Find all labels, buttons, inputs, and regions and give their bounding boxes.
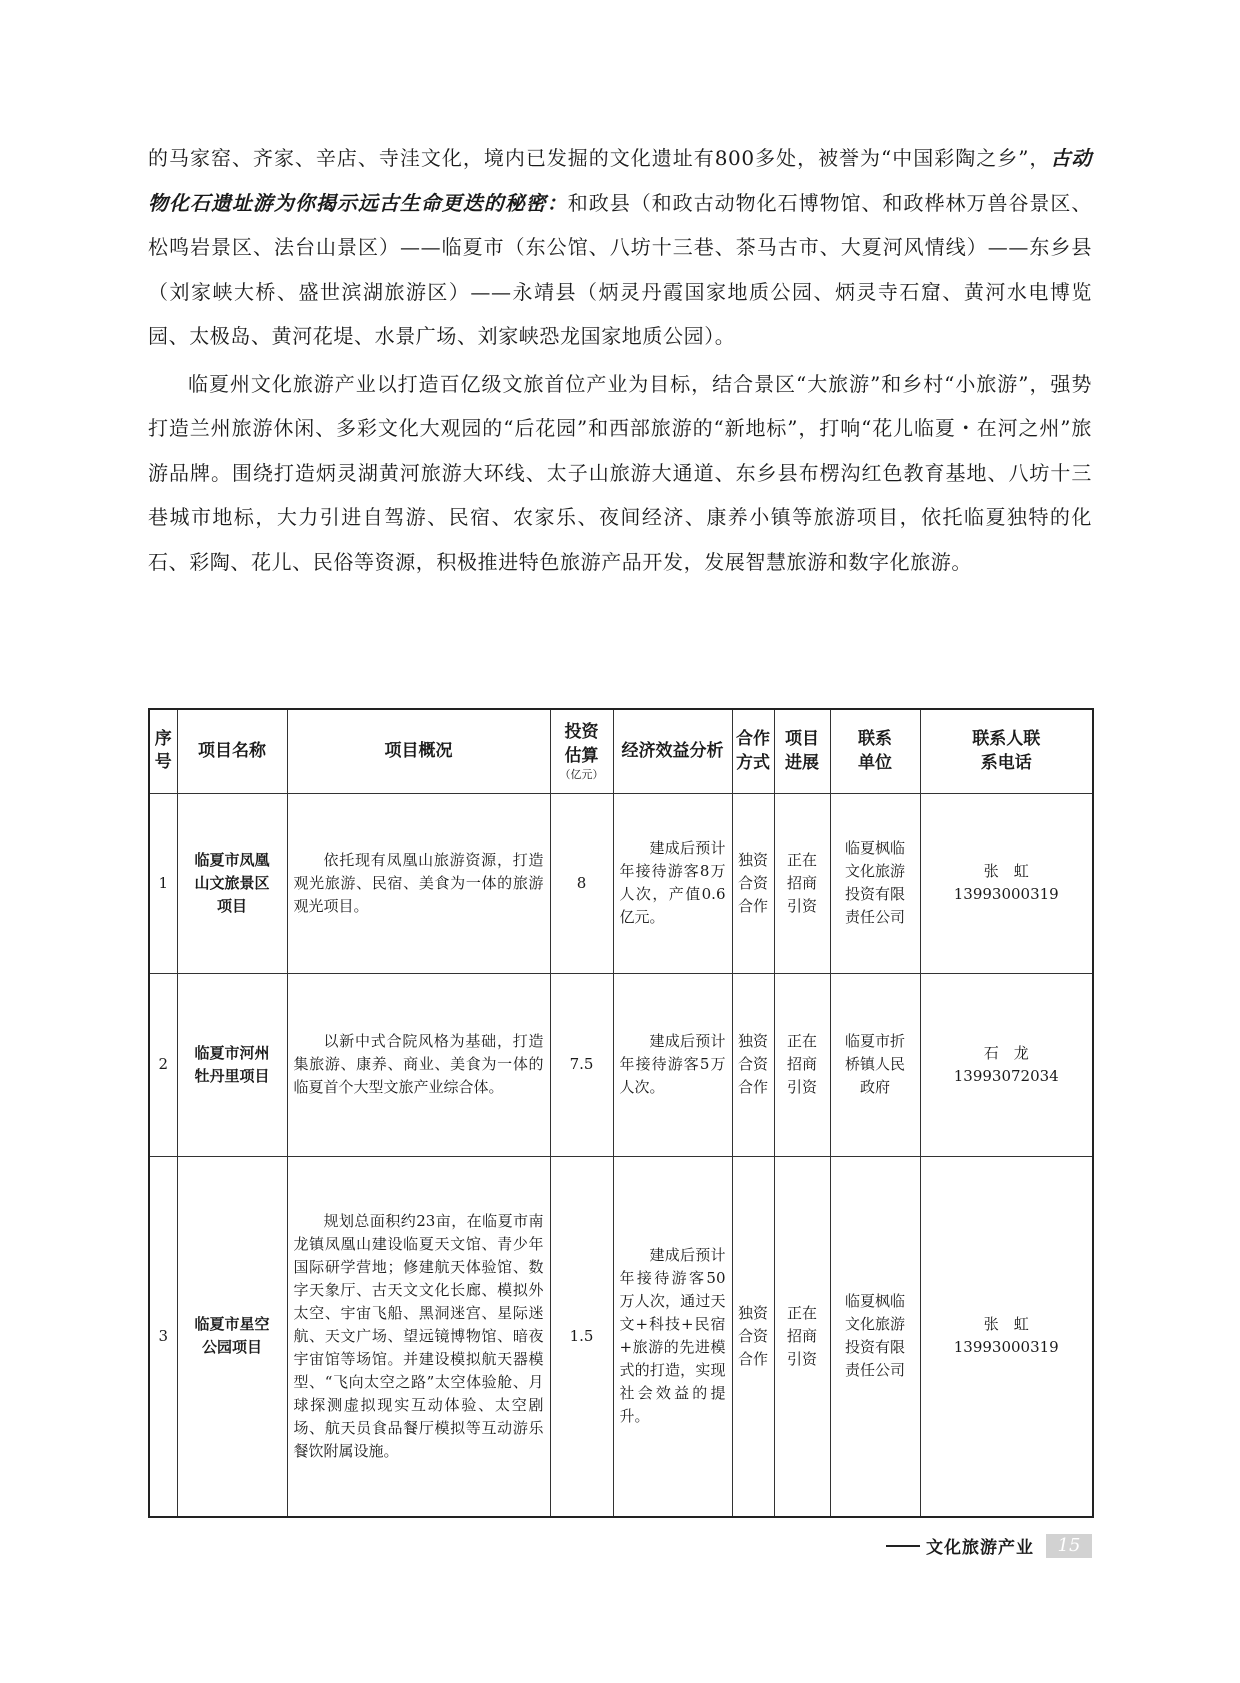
cell-overview: 规划总面积约23亩，在临夏市南龙镇凤凰山建设临夏天文馆、青少年国际研学营地；修建航天体验馆、数字天象厅、古天文文化长廊、模拟外太空、宇宙飞船、黑洞迷宫、星际迷航、天文广场、望远镜博物馆、暗夜宇宙馆等场馆。并建设模拟航天器模型、“飞向太空之路”太空体验舱、月球探测虚拟现实互动体验、太空剧场、航天员食品餐厅模拟等互动游乐餐饮附属设施。 (287, 1156, 550, 1517)
header-benefit: 经济效益分析 (613, 709, 732, 793)
page-footer (886, 1533, 1092, 1558)
header-index: 序号 (149, 709, 177, 793)
cell-index: 1 (149, 793, 177, 973)
page-number: 15 (1046, 1534, 1092, 1558)
contact-name: 张 虹 (983, 1315, 1029, 1334)
table-row (149, 1156, 1093, 1517)
contact-name: 张 虹 (983, 862, 1029, 880)
cell-investment: 7.5 (550, 973, 613, 1156)
cell-name: 临夏市星空公园项目 (177, 1156, 287, 1517)
cell-contact (920, 973, 1093, 1156)
contact-phone: 13993000319 (953, 885, 1059, 903)
header-progress: 项目进展 (774, 709, 830, 793)
cell-index: 3 (149, 1156, 177, 1517)
cell-cooperation: 独资合资合作 (732, 1156, 774, 1517)
cell-overview: 依托现有凤凰山旅游资源，打造观光旅游、民宿、美食为一体的旅游观光项目。 (287, 793, 550, 973)
cell-overview: 以新中式合院风格为基础，打造集旅游、康养、商业、美食为一体的临夏首个大型文旅产业综合体。 (287, 973, 550, 1156)
header-investment: 投资估算 （亿元） (550, 709, 613, 793)
project-table (148, 708, 1094, 1518)
cell-name: 临夏市凤凰山文旅景区项目 (177, 793, 287, 973)
cell-benefit: 建成后预计年接待游客50万人次，通过天文+科技+民宿+旅游的先进模式的打造，实现社会效益的提升。 (613, 1156, 732, 1517)
cell-progress: 正在招商引资 (774, 973, 830, 1156)
paragraph-1-text-b: 和政县（和政古动物化石博物馆、和政桦林万兽谷景区、松鸣岩景区、法台山景区）——临夏市（东公馆、八坊十三巷、茶马古市、大夏河风情线）——东乡县（刘家峡大桥、盛世滨湖旅游区）——永靖县（炳灵丹霞国家地质公园、炳灵寺石窟、黄河水电博览园、太极岛、黄河花堤、水景广场、刘家峡恐龙国家地质公园）。 (148, 190, 1093, 348)
cell-contact (920, 793, 1093, 973)
cell-name: 临夏市河州牡丹里项目 (177, 973, 287, 1156)
cell-contact (920, 1156, 1093, 1517)
cell-cooperation: 独资合资合作 (732, 793, 774, 973)
table-row (149, 793, 1093, 973)
header-contact: 联系人联系电话 (920, 709, 1093, 793)
paragraph-1 (148, 136, 1092, 359)
contact-phone: 13993072034 (953, 1066, 1059, 1085)
body-text (148, 136, 1092, 587)
header-overview: 项目概况 (287, 709, 550, 793)
paragraph-1-emphasis: 古动物化石遗址游为你揭示远古生命更迭的秘密： (148, 146, 1092, 215)
cell-investment: 1.5 (550, 1156, 613, 1517)
header-cooperation: 合作方式 (732, 709, 774, 793)
header-name: 项目名称 (177, 709, 287, 793)
cell-progress: 正在招商引资 (774, 1156, 830, 1517)
cell-investment: 8 (550, 793, 613, 973)
cell-progress: 正在招商引资 (774, 793, 830, 973)
cell-unit: 临夏枫临文化旅游投资有限责任公司 (830, 1156, 920, 1517)
table-header-row (149, 709, 1093, 793)
cell-index: 2 (149, 973, 177, 1156)
table-row (149, 973, 1093, 1156)
contact-phone: 13993000319 (953, 1338, 1059, 1357)
contact-name: 石 龙 (983, 1043, 1029, 1062)
cell-benefit: 建成后预计年接待游客8万人次，产值0.6亿元。 (613, 793, 732, 973)
cell-unit: 临夏枫临文化旅游投资有限责任公司 (830, 793, 920, 973)
cell-unit: 临夏市折桥镇人民政府 (830, 973, 920, 1156)
paragraph-1-text-a: 的马家窑、齐家、辛店、寺洼文化，境内已发掘的文化遗址有800多处，被誉为“中国彩陶之乡”， (148, 146, 1051, 170)
cell-benefit: 建成后预计年接待游客5万人次。 (613, 973, 732, 1156)
footer-dash-rule (886, 1545, 920, 1547)
paragraph-2: 临夏州文化旅游产业以打造百亿级文旅首位产业为目标，结合景区“大旅游”和乡村“小旅游”，强势打造兰州旅游休闲、多彩文化大观园的“后花园”和西部旅游的“新地标”，打响“花儿临夏・在河之州”旅游品牌。围绕打造炳灵湖黄河旅游大环线、太子山旅游大通道、东乡县布楞沟红色教育基地、八坊十三巷城市地标，大力引进自驾游、民宿、农家乐、夜间经济、康养小镇等旅游项目，依托临夏独特的化石、彩陶、花儿、民俗等资源，积极推进特色旅游产品开发，发展智慧旅游和数字化旅游。 (148, 371, 1092, 574)
header-unit: 联系单位 (830, 709, 920, 793)
footer-section-title: 文化旅游产业 (926, 1538, 1034, 1558)
cell-cooperation: 独资合资合作 (732, 973, 774, 1156)
